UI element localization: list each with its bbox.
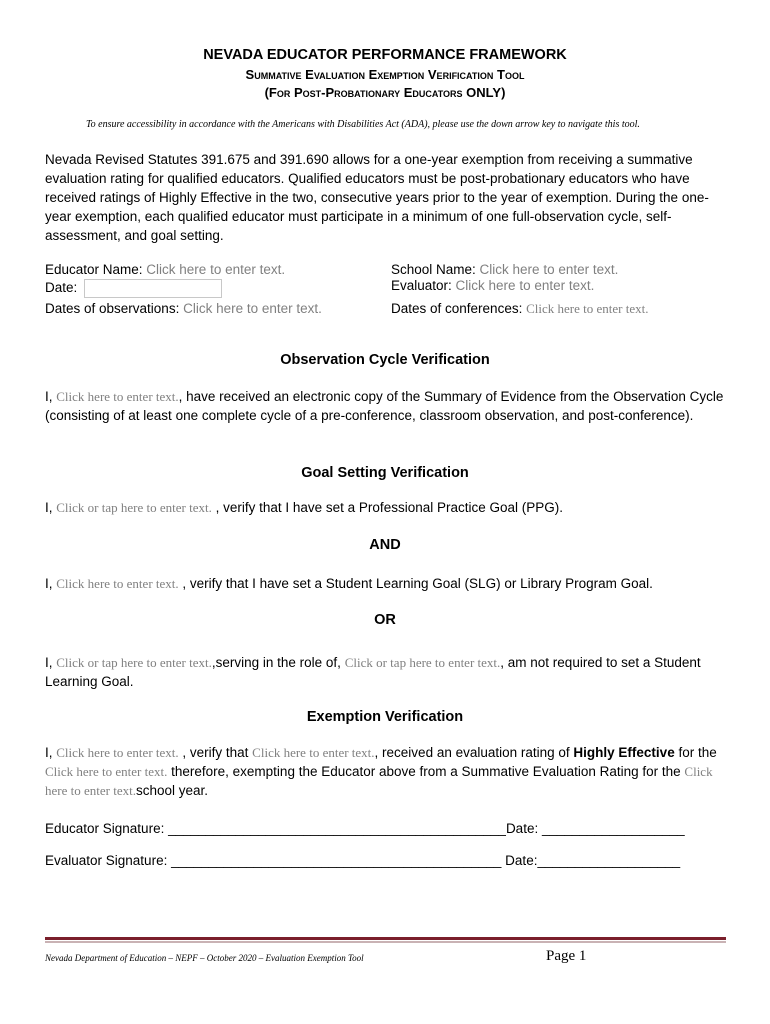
school-name-input[interactable]: Click here to enter text.	[479, 262, 619, 277]
evaluator-label: Evaluator:	[391, 278, 456, 293]
observations-label: Dates of observations:	[45, 301, 184, 316]
goal-heading: Goal Setting Verification	[301, 465, 469, 481]
observations-input[interactable]: Click here to enter text.	[183, 301, 322, 316]
exemption-paragraph: I, Click here to enter text. , verify that Click here to enter text., received an evaluation rating of Highly Effective for the Click here to enter text. therefore, exempting the Educator above from a Summative Evaluation Rating for the Click here to enter text.school year.	[45, 745, 717, 798]
exemption-educator-input[interactable]: Click here to enter text.	[252, 745, 375, 760]
page-number: Page 1	[546, 948, 587, 964]
educator-name-input[interactable]: Click here to enter text.	[146, 262, 286, 277]
document-title: NEVADA EDUCATOR PERFORMANCE FRAMEWORK	[203, 47, 567, 63]
ppg-name-input[interactable]: Click or tap here to enter text.	[56, 500, 212, 515]
exemption-heading: Exemption Verification	[306, 709, 464, 725]
evaluator-field	[391, 278, 594, 293]
exemption-prior-years-input[interactable]: Click here to enter text.	[45, 764, 168, 779]
observation-paragraph: I, Click here to enter text., have received an electronic copy of the Summary of Evidence from the Observation Cycle (consisting of at least one complete cycle of a pre-conference, classroom observation, and post-conference).	[45, 389, 724, 423]
evaluator-input[interactable]: Click here to enter text.	[455, 278, 595, 293]
conferences-field	[391, 301, 648, 317]
school-name-field	[391, 262, 618, 277]
date-input[interactable]	[84, 279, 222, 298]
date-field	[45, 279, 222, 298]
highly-effective-text: Highly Effective	[573, 745, 675, 760]
document-subtitle-note: (For Post-Probationary Educators ONLY)	[264, 85, 506, 100]
educator-name-field	[45, 262, 285, 277]
role-input[interactable]: Click or tap here to enter text.	[344, 655, 501, 670]
exemption-school-year-input[interactable]: Click here to enter text.	[45, 764, 713, 798]
footer-rule	[45, 937, 726, 940]
footer-rule-shadow	[45, 941, 726, 943]
observation-name-input[interactable]: Click here to enter text.	[56, 389, 179, 404]
conferences-label: Dates of conferences:	[391, 301, 527, 316]
intro-paragraph: Nevada Revised Statutes 391.675 and 391.690 allows for a one-year exemption from receiving a summative evaluation rating for qualified educators. Qualified educators must be post-probationary educators who have received ratings of Highly Effective in the two, consecutive years prior to the year of exemption. During the one-year exemption, each qualified educator must participate in a minimum of one full-observation cycle, self-assessment, and goal setting.	[45, 152, 709, 243]
observations-field	[45, 301, 322, 316]
evaluator-signature-line[interactable]: Evaluator Signature: ____________________________________________ Date:___________________	[45, 853, 681, 868]
educator-name-label: Educator Name:	[45, 262, 147, 277]
conferences-input[interactable]: Click here to enter text.	[526, 301, 649, 316]
footer-text: Nevada Department of Education – NEPF – October 2020 – Evaluation Exemption Tool	[45, 953, 364, 963]
educator-signature-line[interactable]: Educator Signature: _____________________________________________Date: ___________________	[45, 821, 685, 836]
ppg-paragraph: I, Click or tap here to enter text. , verify that I have set a Professional Practice Goal (PPG).	[45, 500, 564, 515]
document-subtitle: Summative Evaluation Exemption Verification Tool	[245, 67, 525, 82]
school-name-label: School Name:	[391, 262, 480, 277]
role-paragraph: I, Click or tap here to enter text.,serving in the role of, Click or tap here to enter text., am not required to set a Student Learning Goal.	[45, 655, 701, 689]
exemption-evaluator-input[interactable]: Click here to enter text.	[56, 745, 179, 760]
accessibility-note: To ensure accessibility in accordance with the Americans with Disabilities Act (ADA), please use the down arrow key to navigate this tool.	[86, 119, 640, 130]
slg-name-input[interactable]: Click here to enter text.	[56, 576, 179, 591]
and-divider: AND	[369, 537, 401, 553]
observation-heading: Observation Cycle Verification	[280, 352, 490, 368]
role-name-input[interactable]: Click or tap here to enter text.	[56, 655, 212, 670]
or-divider: OR	[374, 612, 396, 628]
slg-paragraph: I, Click here to enter text. , verify that I have set a Student Learning Goal (SLG) or Library Program Goal.	[45, 576, 653, 591]
date-label: Date:	[45, 280, 82, 296]
